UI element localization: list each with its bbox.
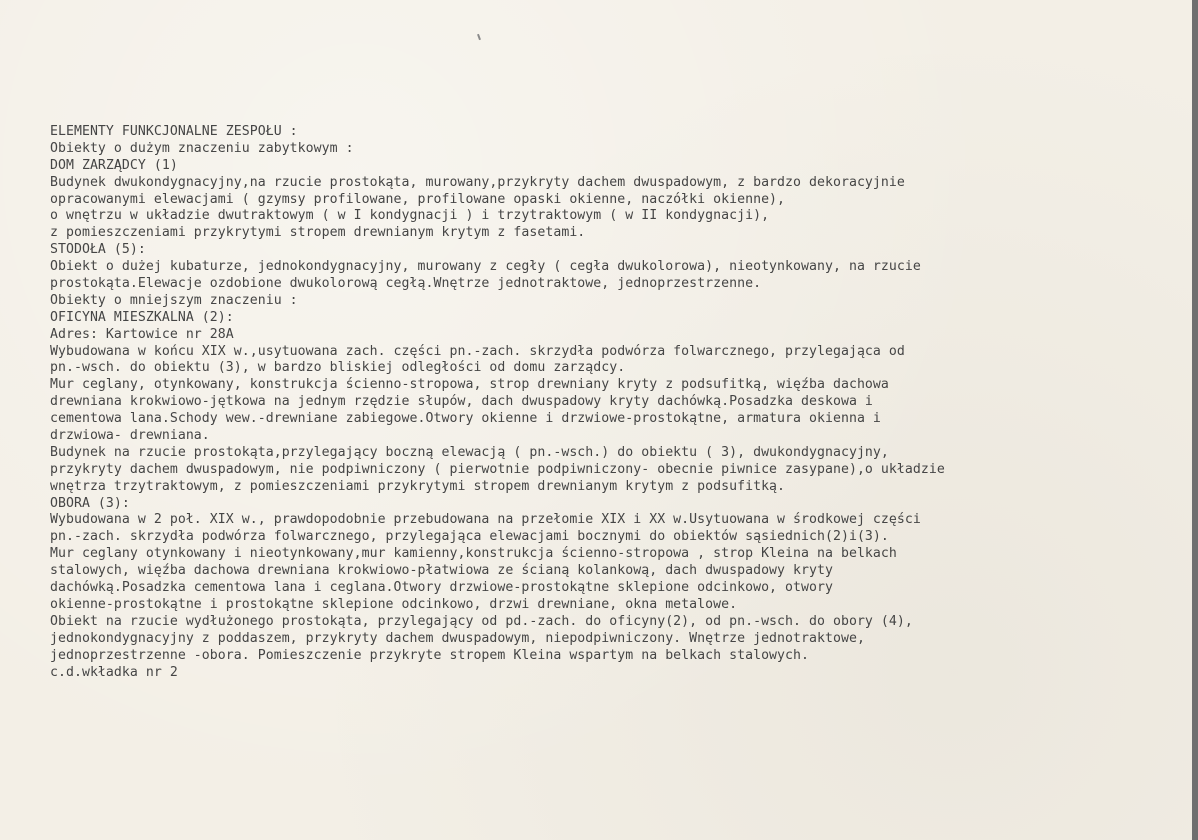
category-heading: Obiekty o mniejszym znaczeniu : [50, 292, 298, 308]
text-line: okienne-prostokątne i prostokątne sklepione odcinkowo, drzwi drewniane, okna metalowe. [50, 596, 738, 612]
scan-edge [1192, 0, 1198, 840]
text-line: z pomieszczeniami przykrytymi stropem drewnianym krytym z fasetami. [50, 225, 586, 241]
paper-speck [477, 34, 481, 40]
text-line: Budynek na rzucie prostokąta,przylegający boczną elewacją ( pn.-wsch.) do obiektu ( 3), dwukondygnacyjny, [50, 444, 889, 460]
continuation-note: c.d.wkładka nr 2 [50, 664, 178, 680]
text-line: przykryty dachem dwuspadowym, nie podpiwniczony ( pierwotnie podpiwniczony- obecnie piwnice zasypane),o układzie [50, 461, 945, 477]
object-heading-dom-zarzadcy: DOM ZARZĄDCY (1) [50, 157, 178, 173]
text-line: jednoprzestrzenne -obora. Pomieszczenie przykryte stropem Kleina wspartym na belkach stalowych. [50, 647, 810, 663]
address-line: Adres: Kartowice nr 28A [50, 326, 234, 342]
text-line: pn.-zach. skrzydła podwórza folwarcznego, przylegająca elewacjami bocznymi do obiektów sąsiednich(2)i(3). [50, 529, 889, 545]
text-line: Obiekt na rzucie wydłużonego prostokąta, przylegający od pd.-zach. do oficyny(2), od pn.-wsch. do obory (4), [50, 613, 913, 629]
object-heading-oficyna: OFICYNA MIESZKALNA (2): [50, 309, 234, 325]
text-line: cementowa lana.Schody wew.-drewniane zabiegowe.Otwory okienne i drzwiowe-prostokątne, armatura okienna i [50, 411, 881, 427]
text-line: drzwiowa- drewniana. [50, 428, 210, 444]
text-line: stalowych, więźba dachowa drewniana krokwiowo-płatwiowa ze ścianą kolankową, dach dwuspadowy kryty [50, 563, 833, 579]
section-heading: ELEMENTY FUNKCJONALNE ZESPOŁU : [50, 124, 298, 139]
text-line: pn.-wsch. do obiektu (3), w bardzo bliskiej odległości od domu zarządcy. [50, 360, 626, 376]
text-line: drewniana krokwiowo-jętkowa na jednym rzędzie słupów, dach dwuspadowy kryty dachówką.Posadzka deskowa i [50, 394, 873, 410]
text-line: Budynek dwukondygnacyjny,na rzucie prostokąta, murowany,przykryty dachem dwuspadowym, z bardzo dekoracyjnie [50, 174, 905, 190]
text-line: dachówką.Posadzka cementowa lana i ceglana.Otwory drzwiowe-prostokątne sklepione odcinkowo, otwory [50, 580, 833, 596]
category-heading: Obiekty o dużym znaczeniu zabytkowym : [50, 140, 354, 156]
text-line: jednokondygnacyjny z poddaszem, przykryty dachem dwuspadowym, niepodpiwniczony. Wnętrze jednotraktowe, [50, 630, 865, 646]
text-line: prostokąta.Elewacje ozdobione dwukolorową cegłą.Wnętrze jednotraktowe, jednoprzestrzenne. [50, 276, 762, 292]
text-line: Wybudowana w końcu XIX w.,usytuowana zach. części pn.-zach. skrzydła podwórza folwarcznego, przylegająca od [50, 343, 905, 359]
text-line: Mur ceglany otynkowany i nieotynkowany,mur kamienny,konstrukcja ścienno-stropowa , strop Kleina na belkach [50, 546, 897, 562]
object-heading-stodola: STODOŁA (5): [50, 242, 146, 258]
text-line: Obiekt o dużej kubaturze, jednokondygnacyjny, murowany z cegły ( cegła dwukolorowa), nieotynkowany, na rzucie [50, 259, 921, 275]
text-line: wnętrza trzytraktowym, z pomieszczeniami przykrytymi stropem drewnianym krytym z podsufitką. [50, 478, 786, 494]
text-line: opracowanymi elewacjami ( gzymsy profilowane, profilowane opaski okienne, naczółki okienne), [50, 191, 786, 207]
text-line: Wybudowana w 2 poł. XIX w., prawdopodobnie przebudowana na przełomie XIX i XX w.Usytuowana w środkowej części [50, 512, 921, 528]
object-heading-obora: OBORA (3): [50, 495, 130, 511]
text-line: Mur ceglany, otynkowany, konstrukcja ścienno-stropowa, strop drewniany kryty z podsufitką, więźba dachowa [50, 377, 889, 393]
typewritten-text [50, 124, 1190, 681]
text-line: o wnętrzu w układzie dwutraktowym ( w I kondygnacji ) i trzytraktowym ( w II kondygnacji), [50, 208, 770, 224]
